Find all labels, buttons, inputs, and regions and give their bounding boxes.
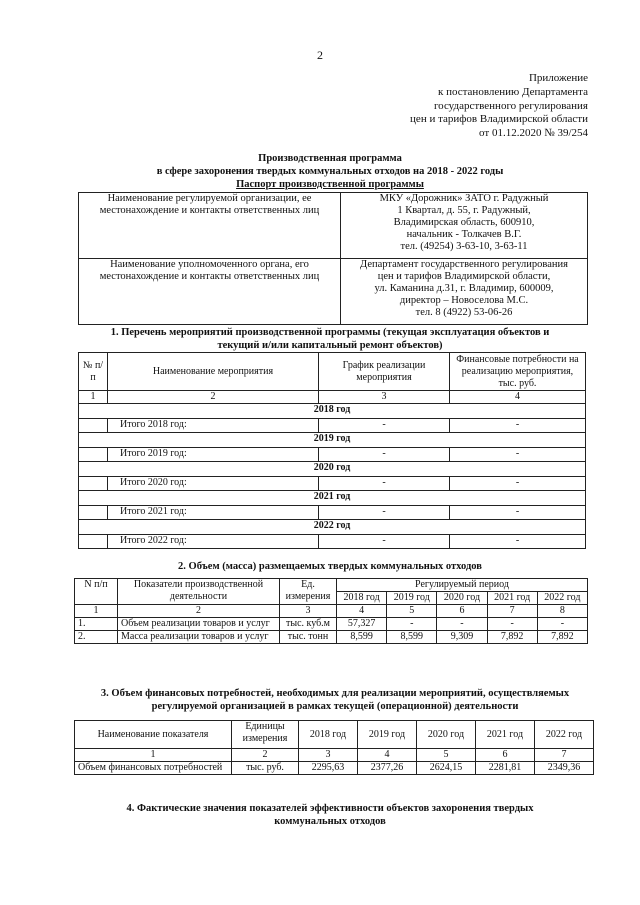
total-row (79, 535, 586, 549)
passport-label: Наименование уполномоченного органа, его местонахождение и контакты ответственных лиц (79, 259, 341, 325)
table-cell: 2281,81 (476, 762, 535, 775)
table-cell: 1 (75, 749, 232, 762)
table-row (75, 721, 594, 749)
title-line: Производственная программа (258, 153, 402, 164)
table-cell: 2. (75, 631, 118, 644)
finance-table (74, 720, 594, 775)
table-row (75, 749, 594, 762)
col-header: Ед. измерения (280, 579, 337, 605)
table-cell: 2021 год (476, 721, 535, 749)
table-cell: тыс. тонн (280, 631, 337, 644)
schedule-value: - (319, 506, 450, 520)
table-cell: 3 (280, 605, 337, 618)
year-row (79, 491, 586, 506)
col-number: 3 (319, 391, 450, 404)
volume-table (74, 578, 588, 644)
table-cell: 57,327 (337, 618, 387, 631)
col-header: № п/п (79, 353, 108, 391)
table-cell: 2019 год (358, 721, 417, 749)
passport-value: Департамент государственного регулирования цен и тарифов Владимирской области, ул. Каманина д.31, г. Владимир, 600009, директор – Новоселова М.С. тел. 8 (4922) 53-06-26 (341, 259, 588, 325)
table-cell: Объем финансовых потребностей (75, 762, 232, 775)
total-row (79, 448, 586, 462)
total-label: Итого 2020 год: (108, 477, 319, 491)
section3-heading: 3. Объем финансовых потребностей, необходимых для реализации мероприятий, осуществляемых регулируемой организацией в рамках текущей (операционной) деятельности (100, 688, 570, 712)
finance-value: - (450, 506, 586, 520)
year-label: 2021 год (79, 491, 586, 506)
col-header: N п/п (75, 579, 118, 605)
table-cell (79, 477, 108, 491)
document-title (60, 152, 600, 191)
table-cell: Единицы измерения (232, 721, 299, 749)
table-cell: 5 (417, 749, 476, 762)
table-cell: 8,599 (387, 631, 437, 644)
table-cell: тыс. руб. (232, 762, 299, 775)
table-cell: - (437, 618, 487, 631)
total-label: Итого 2021 год: (108, 506, 319, 520)
year-label: 2019 год (79, 433, 586, 448)
table-cell: 2021 год (487, 592, 537, 605)
year-label: 2020 год (79, 462, 586, 477)
table-cell: 2377,26 (358, 762, 417, 775)
total-label: Итого 2018 год: (108, 419, 319, 433)
finance-value: - (450, 448, 586, 462)
table-cell: 6 (476, 749, 535, 762)
activities-table (78, 352, 586, 549)
table-cell: 2349,36 (535, 762, 594, 775)
col-header: Регулируемый период (337, 579, 588, 592)
appendix-block (410, 72, 588, 141)
section2-heading: 2. Объем (масса) размещаемых твердых коммунальных отходов (178, 561, 482, 572)
table-cell: - (537, 618, 587, 631)
table-cell: 6 (437, 605, 487, 618)
passport-label: Наименование регулируемой организации, ее местонахождение и контакты ответственных лиц (79, 193, 341, 259)
table-cell: 5 (387, 605, 437, 618)
col-header: Показатели производственной деятельности (118, 579, 280, 605)
table-cell: 2624,15 (417, 762, 476, 775)
section1-heading: 1. Перечень мероприятий производственной программы (текущая эксплуатация объектов и текущий и/или капитальный ремонт объектов) (110, 327, 550, 351)
passport-title: Паспорт производственной программы (236, 179, 424, 190)
table-row (79, 353, 586, 391)
table-cell: 2022 год (537, 592, 587, 605)
total-label: Итого 2022 год: (108, 535, 319, 549)
appendix-line: Приложение (528, 72, 588, 84)
table-row (79, 259, 588, 325)
table-cell: 4 (358, 749, 417, 762)
table-cell: 7 (535, 749, 594, 762)
appendix-line: цен и тарифов Владимирской области (410, 113, 588, 126)
table-cell: 2018 год (299, 721, 358, 749)
table-row (79, 193, 588, 259)
page-number: 2 (317, 48, 323, 62)
col-number: 1 (79, 391, 108, 404)
table-cell (79, 448, 108, 462)
table-cell: 4 (337, 605, 387, 618)
total-row (79, 477, 586, 491)
table-cell: Наименование показателя (75, 721, 232, 749)
table-cell: Масса реализации товаров и услуг (118, 631, 280, 644)
table-cell: 8,599 (337, 631, 387, 644)
table-cell: 2018 год (337, 592, 387, 605)
total-row (79, 506, 586, 520)
finance-value: - (450, 535, 586, 549)
table-cell: 2 (232, 749, 299, 762)
table-cell: 7,892 (487, 631, 537, 644)
table-cell: 2019 год (387, 592, 437, 605)
table-cell: 2295,63 (299, 762, 358, 775)
table-row (75, 579, 588, 592)
year-row (79, 520, 586, 535)
table-cell (79, 419, 108, 433)
table-cell: - (487, 618, 537, 631)
appendix-line: от 01.12.2020 № 39/254 (479, 127, 588, 140)
col-header: График реализации мероприятия (319, 353, 450, 391)
table-row (79, 391, 586, 404)
table-cell: 7 (487, 605, 537, 618)
table-row (75, 605, 588, 618)
table-cell: 2022 год (535, 721, 594, 749)
passport-value: МКУ «Дорожник» ЗАТО г. Радужный 1 Квартал, д. 55, г. Радужный, Владимирская область, 600910, начальник - Толкачев В.Г. тел. (49254) 3-63-10, 3-63-11 (341, 193, 588, 259)
year-row (79, 404, 586, 419)
table-cell: 2020 год (437, 592, 487, 605)
col-header: Финансовые потребности на реализацию мероприятия, тыс. руб. (450, 353, 586, 391)
table-cell: 8 (537, 605, 587, 618)
table-cell: тыс. куб.м (280, 618, 337, 631)
table-row (75, 618, 588, 631)
table-cell: 1 (75, 605, 118, 618)
table-cell: 2 (118, 605, 280, 618)
table-cell: 1. (75, 618, 118, 631)
total-row (79, 419, 586, 433)
schedule-value: - (319, 477, 450, 491)
year-row (79, 462, 586, 477)
table-cell: 7,892 (537, 631, 587, 644)
year-row (79, 433, 586, 448)
table-cell: 2020 год (417, 721, 476, 749)
year-label: 2022 год (79, 520, 586, 535)
col-number: 4 (450, 391, 586, 404)
table-row (75, 631, 588, 644)
passport-table (78, 192, 588, 325)
schedule-value: - (319, 535, 450, 549)
table-cell: 3 (299, 749, 358, 762)
schedule-value: - (319, 419, 450, 433)
col-header: Наименование мероприятия (108, 353, 319, 391)
finance-value: - (450, 419, 586, 433)
total-label: Итого 2019 год: (108, 448, 319, 462)
section4-heading: 4. Фактические значения показателей эффективности объектов захоронения твердых коммунальных отходов (126, 803, 534, 827)
table-cell: - (387, 618, 437, 631)
year-label: 2018 год (79, 404, 586, 419)
table-cell (79, 506, 108, 520)
finance-value: - (450, 477, 586, 491)
table-row (75, 762, 594, 775)
schedule-value: - (319, 448, 450, 462)
table-cell: Объем реализации товаров и услуг (118, 618, 280, 631)
table-cell: 9,309 (437, 631, 487, 644)
col-number: 2 (108, 391, 319, 404)
title-line: в сфере захоронения твердых коммунальных отходов на 2018 - 2022 годы (156, 166, 504, 177)
appendix-line: государственного регулирования (433, 99, 588, 112)
appendix-line: к постановлению Департамента (437, 85, 588, 98)
table-cell (79, 535, 108, 549)
